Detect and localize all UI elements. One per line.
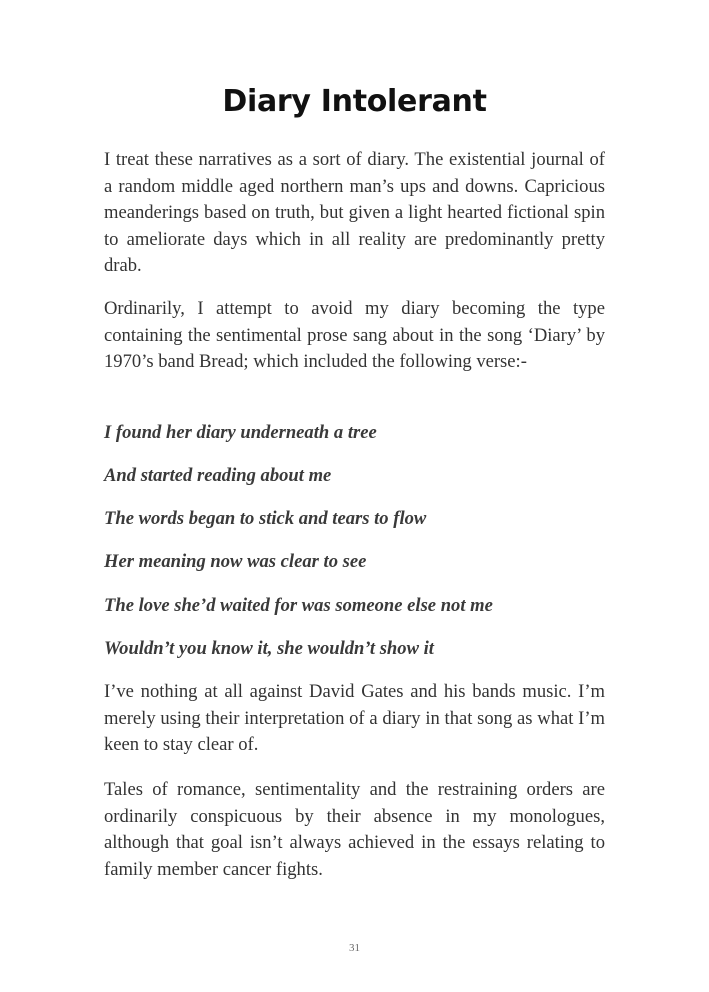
page-number: 31 xyxy=(349,942,360,954)
chapter-title: Diary Intolerant xyxy=(222,84,487,119)
verse-line: Wouldn’t you know it, she wouldn’t show it xyxy=(104,638,434,659)
verse-line: And started reading about me xyxy=(104,465,332,486)
verse-line: I found her diary underneath a tree xyxy=(104,422,377,443)
verse-line: Her meaning now was clear to see xyxy=(104,551,367,572)
paragraph-romance: Tales of romance, sentimentality and the restraining orders are ordinarily conspicuous by their absence in my monologues, although that goal isn’t always achieved in the essays relating to family member cancer fights. xyxy=(104,779,605,880)
verse-line: The love she’d waited for was someone else not me xyxy=(104,595,493,616)
verse-line: The words began to stick and tears to flow xyxy=(104,508,427,529)
paragraph-intro: I treat these narratives as a sort of diary. The existential journal of a random middle aged northern man’s ups and downs. Capricious meanderings based on truth, but given a light hearted fictional spin to ameliorate days which in all reality are predominantly pretty drab. xyxy=(104,149,605,277)
paragraph-avoid-sentiment: Ordinarily, I attempt to avoid my diary becoming the type containing the sentimental prose sang about in the song ‘Diary’ by 1970’s band Bread; which included the following verse:- xyxy=(104,298,605,373)
paragraph-david-gates: I’ve nothing at all against David Gates and his bands music. I’m merely using their interpretation of a diary in that song as what I’m keen to stay clear of. xyxy=(104,681,605,756)
